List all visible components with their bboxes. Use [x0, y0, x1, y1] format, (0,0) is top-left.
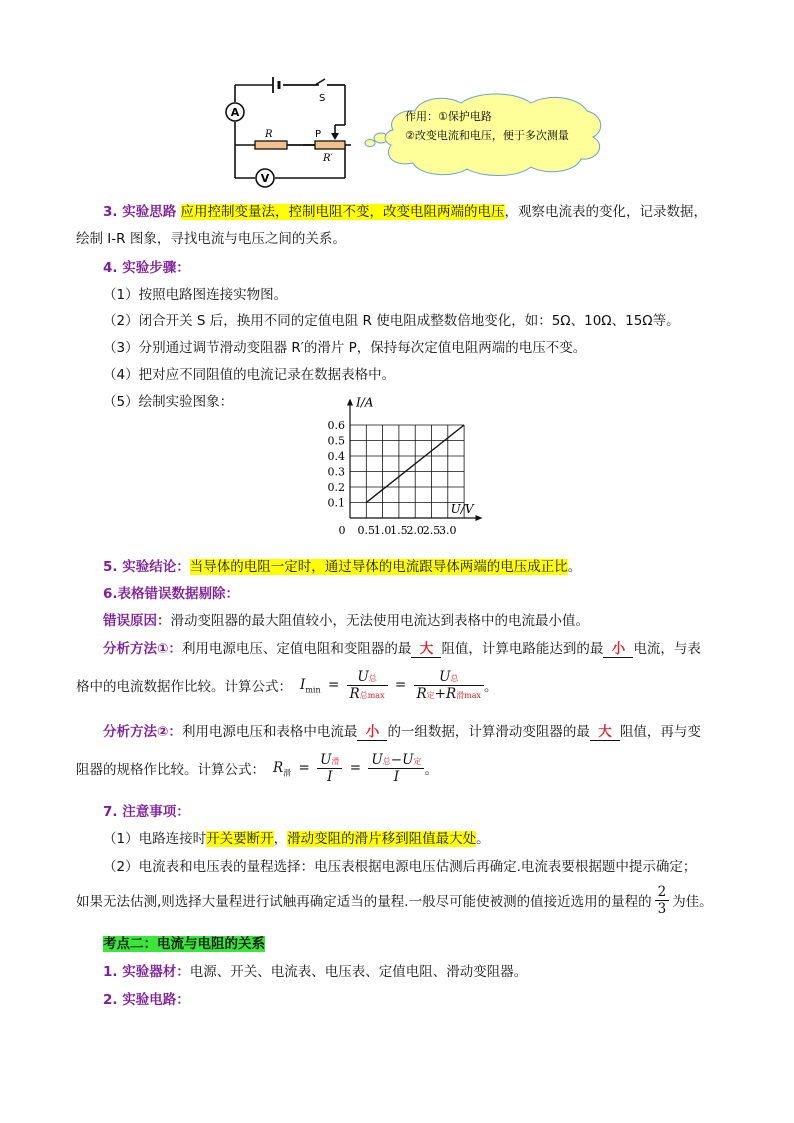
kp2-materials: 1. 实验器材：电源、开关、电流表、电压表、定值电阻、滑动变阻器。	[103, 964, 528, 980]
x-tick-label: 0	[338, 524, 346, 537]
formula-1: $I_{min}$ = $\frac{\text{U总}}{\text{R总max}}$ = $\frac{\text{U总}}{\text{R定+R滑max}}$	[300, 669, 484, 702]
method-1-line2: 格中的电流数据作比较。计算公式： $I_{min}$ = $\frac{\text{U总}}{\text{R总max}}$ = $\frac{\text{U总}}{\text{R定+R滑max}}$ 。	[76, 668, 498, 702]
section-5-heading: 5. 实验结论：	[103, 559, 190, 575]
step-4: （4）把对应不同阻值的电流记录在数据表格中。	[103, 367, 396, 383]
y-axis-label: I/A	[356, 395, 374, 410]
rheostat-label: R′	[323, 153, 333, 164]
blank-max-2: 大	[590, 720, 620, 741]
section-3-line2: 绘制 I-R 图象，寻找电流与电压之间的关系。	[76, 231, 346, 247]
error-cause: 错误原因：滑动变阻器的最大阻值较小，无法使用电流达到表格中的电流最小值。	[103, 613, 589, 629]
y-arrow	[347, 399, 353, 406]
note-2-line1: （2）电流表和电压表的量程选择：电压表根据电源电压估测后再确定.电流表要根据题中提示确定；	[103, 859, 697, 875]
step-5: （5）绘制实验图象：	[103, 394, 234, 410]
x-tick-label: 1.0	[373, 524, 392, 537]
step-1: （1）按照电路图连接实物图。	[103, 287, 288, 303]
ammeter-label: A	[230, 106, 240, 119]
section-6-heading: 6.表格错误数据剔除：	[103, 586, 240, 602]
voltmeter-label: V	[260, 172, 270, 185]
method-2-line1: 分析方法②：利用电源电压和表格中电流最 小 的一组数据，计算滑动变阻器的最 大 阻值，再与变	[103, 720, 701, 741]
note-1: （1）电路连接时开关要断开，滑动变阻的滑片移到阻值最大处。	[103, 831, 490, 847]
circuit-diagram	[215, 75, 615, 190]
section-3-highlight: 应用控制变量法，控制电阻不变，改变电阻两端的电压	[180, 204, 505, 220]
step-2: （2）闭合开关 S 后，换用不同的定值电阻 R 使电阻成整数倍地变化，如：5Ω、10Ω、15Ω等。	[103, 313, 680, 329]
bubble-line2: ②改变电流和电压，便于多次测量	[405, 129, 569, 142]
resistor-label: R	[265, 129, 273, 140]
blank-min-1: 小	[603, 637, 633, 658]
step-3: （3）分别通过调节滑动变阻器 R′的滑片 P，保持每次定值电阻两端的电压不变。	[103, 340, 587, 356]
section-7-heading: 7. 注意事项：	[103, 804, 190, 820]
x-tick-label: 2.5	[422, 524, 441, 537]
section-5-highlight: 当导体的电阻一定时，通过导体的电流跟导体两端的电压成正比	[189, 559, 568, 575]
x-tick-label: 1.5	[390, 524, 408, 537]
y-tick-label: 0.3	[327, 465, 345, 479]
key-point-2-title: 考点二：电流与电阻的关系	[103, 936, 265, 952]
y-tick-label: 0.2	[327, 481, 345, 494]
section-5-line: 5. 实验结论：当导体的电阻一定时，通过导体的电流跟导体两端的电压成正比。	[103, 559, 582, 575]
blank-min-2: 小	[357, 720, 387, 741]
x-tick-label: 2.0	[406, 524, 424, 537]
x-arrow	[476, 515, 483, 521]
switch-label: S	[319, 93, 326, 104]
kp2-circuit-label: 2. 实验电路：	[103, 992, 190, 1008]
slider-label: P	[315, 129, 322, 140]
method-2-line2: 阻器的规格作比较。计算公式： $R_滑$ = $\frac{\text{U滑}}{I}$ = $\frac{\text{U总−U定}}{I}$ 。	[76, 751, 438, 785]
blank-max-1: 大	[411, 637, 441, 658]
formula-2: $R_滑$ = $\frac{\text{U滑}}{I}$ = $\frac{\text{U总−U定}}{I}$	[273, 752, 424, 785]
y-tick-label: 0.5	[327, 434, 345, 448]
x-tick-label: 3.0	[439, 524, 457, 537]
iu-chart	[300, 395, 520, 550]
x-tick-label: 0.5	[357, 524, 376, 537]
y-tick-label: 0.4	[327, 450, 345, 463]
y-tick-label: 0.6	[327, 419, 345, 432]
y-tick-label: 0.1	[327, 496, 345, 510]
bubble-line1: 作用：①保护电路	[405, 110, 492, 123]
section-3-line1	[103, 200, 707, 220]
x-axis-label: U/V	[450, 502, 474, 516]
section-3-rest: ，观察电流表的变化，记录数据，	[504, 204, 708, 220]
section-4-heading: 4. 实验步骤：	[103, 260, 190, 276]
method-1-line1: 分析方法①：利用电源电压、定值电阻和变阻器的最 大 阻值，计算电路能达到的最 小 电流，与表	[103, 637, 701, 658]
section-3-heading: 3. 实验思路	[103, 204, 177, 220]
note-2-line2: 如果无法估测,则选择大量程进行试触再确定适当的量程.一般尽可能使被测的值接近选用的量程的 $\frac{2}{3}$ 为佳。	[76, 883, 713, 917]
